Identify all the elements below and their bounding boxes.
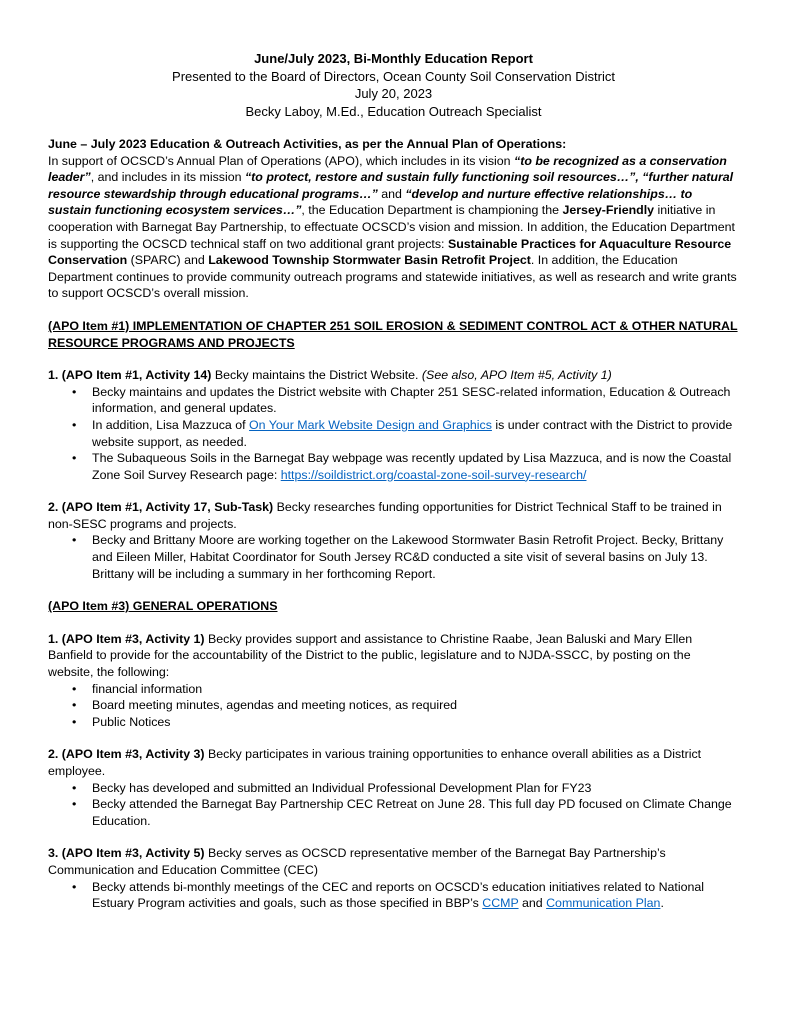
intro-text: initiative in cooperation with Barnegat Bay Partnership, to effectuate OCSCD’s vision and mission. In addition, the Education Department is supporting the OCSCD technical staff on two additional grant projects: (48, 203, 735, 251)
report-title: June/July 2023, Bi-Monthly Education Report (254, 51, 533, 66)
activity-text: Becky maintains the District Website. (211, 368, 422, 383)
coastal-zone-soil-survey-link[interactable]: https://soildistrict.org/coastal-zone-soil-survey-research/ (280, 467, 587, 482)
list-item: • Public Notices (92, 714, 739, 731)
mission-quote: “develop and nurture effective relationships… to sustain functioning ecosystem services…” (48, 186, 693, 218)
activity-label: 2. (APO Item #1, Activity 17, Sub-Task) (48, 500, 274, 515)
list-item (92, 417, 739, 450)
intro-paragraph (48, 136, 739, 302)
list-item-text: The Subaqueous Soils in the Barnegat Bay webpage was recently updated by Lisa Mazzuca, and is now the Coastal Zone Soil Survey Research page: (92, 451, 732, 482)
intro-text: In support of OCSCD’s Annual Plan of Operations (APO), which includes in its vision (48, 153, 515, 168)
communication-plan-link[interactable]: Communication Plan (546, 896, 661, 911)
activity-note: (See also, APO Item #5, Activity 1) (421, 368, 612, 383)
list-item-text: is under contract with the District to provide website support, as needed. (92, 417, 733, 449)
list-item-text: . (660, 896, 664, 911)
list-item-text: Becky attends bi-monthly meetings of the CEC and reports on OCSCD’s education initiatives related to National Estuary Program activities and goals, such as those specified in BBP’s (92, 879, 705, 911)
activity-1-14 (48, 367, 739, 483)
intro-text: and (377, 186, 406, 201)
lakewood-term: Lakewood Township Stormwater Basin Retrofit Project (208, 253, 531, 268)
list-item: • Becky maintains and updates the District website with Chapter 251 SESC-related information, Education & Outreach information, and general updates. (92, 384, 739, 417)
report-date: July 20, 2023 (354, 86, 433, 101)
activity-3-1 (48, 631, 739, 731)
vision-quote: “to be recognized as a conservation leader” (48, 153, 727, 185)
list-item: • Becky has developed and submitted an Individual Professional Development Plan for FY23 (92, 780, 739, 797)
report-header (48, 50, 739, 120)
list-item (92, 450, 739, 483)
list-item-text: In addition, Lisa Mazzuca of (92, 417, 250, 432)
sparc-term: Sustainable Practices for Aquaculture Resource Conservation (48, 236, 732, 268)
activity-text: Becky provides support and assistance to Christine Raabe, Jean Baluski and Mary Ellen Banfield to provide for the accountability of the District to the public, legislature and to NJDA-SSCC, by posting on the website, the following: (48, 631, 693, 680)
list-item: • Becky and Brittany Moore are working together on the Lakewood Stormwater Basin Retrofit Project. Becky, Brittany and Eileen Miller, Habitat Coordinator for South Jersey RC&D conducted a site visit of several basins on July 13. Brittany will be including a summary in her forthcoming Report. (92, 532, 739, 582)
list-item (92, 879, 739, 912)
list-item: • financial information (92, 681, 739, 698)
activity-label: 1. (APO Item #3, Activity 1) (48, 631, 205, 646)
intro-text: , the Education Department is championing the (301, 203, 563, 218)
activity-text: Becky serves as OCSCD representative member of the Barnegat Bay Partnership’s Communication and Education Committee (CEC) (48, 846, 666, 877)
activity-3-5 (48, 845, 739, 911)
section-heading-apo-3: (APO Item #3) GENERAL OPERATIONS (48, 599, 278, 614)
list-item: • Board meeting minutes, agendas and meeting notices, as required (92, 697, 739, 714)
ccmp-link[interactable]: CCMP (482, 896, 519, 911)
section-heading-apo-1: (APO Item #1) IMPLEMENTATION OF CHAPTER 251 SOIL EROSION & SEDIMENT CONTROL ACT & OTHER NATURAL RESOURCE PROGRAMS AND PROJECTS (48, 318, 738, 350)
jersey-friendly-term: Jersey-Friendly (562, 203, 655, 218)
list-item: • Becky attended the Barnegat Bay Partnership CEC Retreat on June 28. This full day PD focused on Climate Change Education. (92, 796, 739, 829)
report-author: Becky Laboy, M.Ed., Education Outreach Specialist (245, 103, 542, 119)
intro-text: (SPARC) and (127, 253, 209, 268)
intro-heading: June – July 2023 Education & Outreach Activities, as per the Annual Plan of Operations: (48, 137, 567, 151)
activity-1-17 (48, 499, 739, 582)
activity-3-3 (48, 746, 739, 829)
activity-label: 1. (APO Item #1, Activity 14) (48, 368, 212, 383)
activity-label: 2. (APO Item #3, Activity 3) (48, 747, 205, 762)
intro-text: , and includes in its mission (90, 170, 245, 185)
mission-quote: “to protect, restore and sustain fully functioning soil resources…”, “further natural resource stewardship through educational programs…” (48, 170, 734, 201)
activity-label: 3. (APO Item #3, Activity 5) (48, 846, 205, 861)
activity-text: Becky participates in various training opportunities to enhance overall abilities as a District employee. (48, 747, 702, 778)
report-presented-to: Presented to the Board of Directors, Ocean County Soil Conservation District (172, 68, 615, 84)
intro-text: . In addition, the Education Department continues to provide community outreach programs and statewide initiatives, as well as research and write grants to support OCSCD’s overall mission. (48, 253, 737, 301)
on-your-mark-link[interactable]: On Your Mark Website Design and Graphics (249, 417, 492, 432)
list-item-text: and (518, 896, 547, 911)
activity-text: Becky researches funding opportunities for District Technical Staff to be trained in non-SESC programs and projects. (48, 500, 722, 531)
